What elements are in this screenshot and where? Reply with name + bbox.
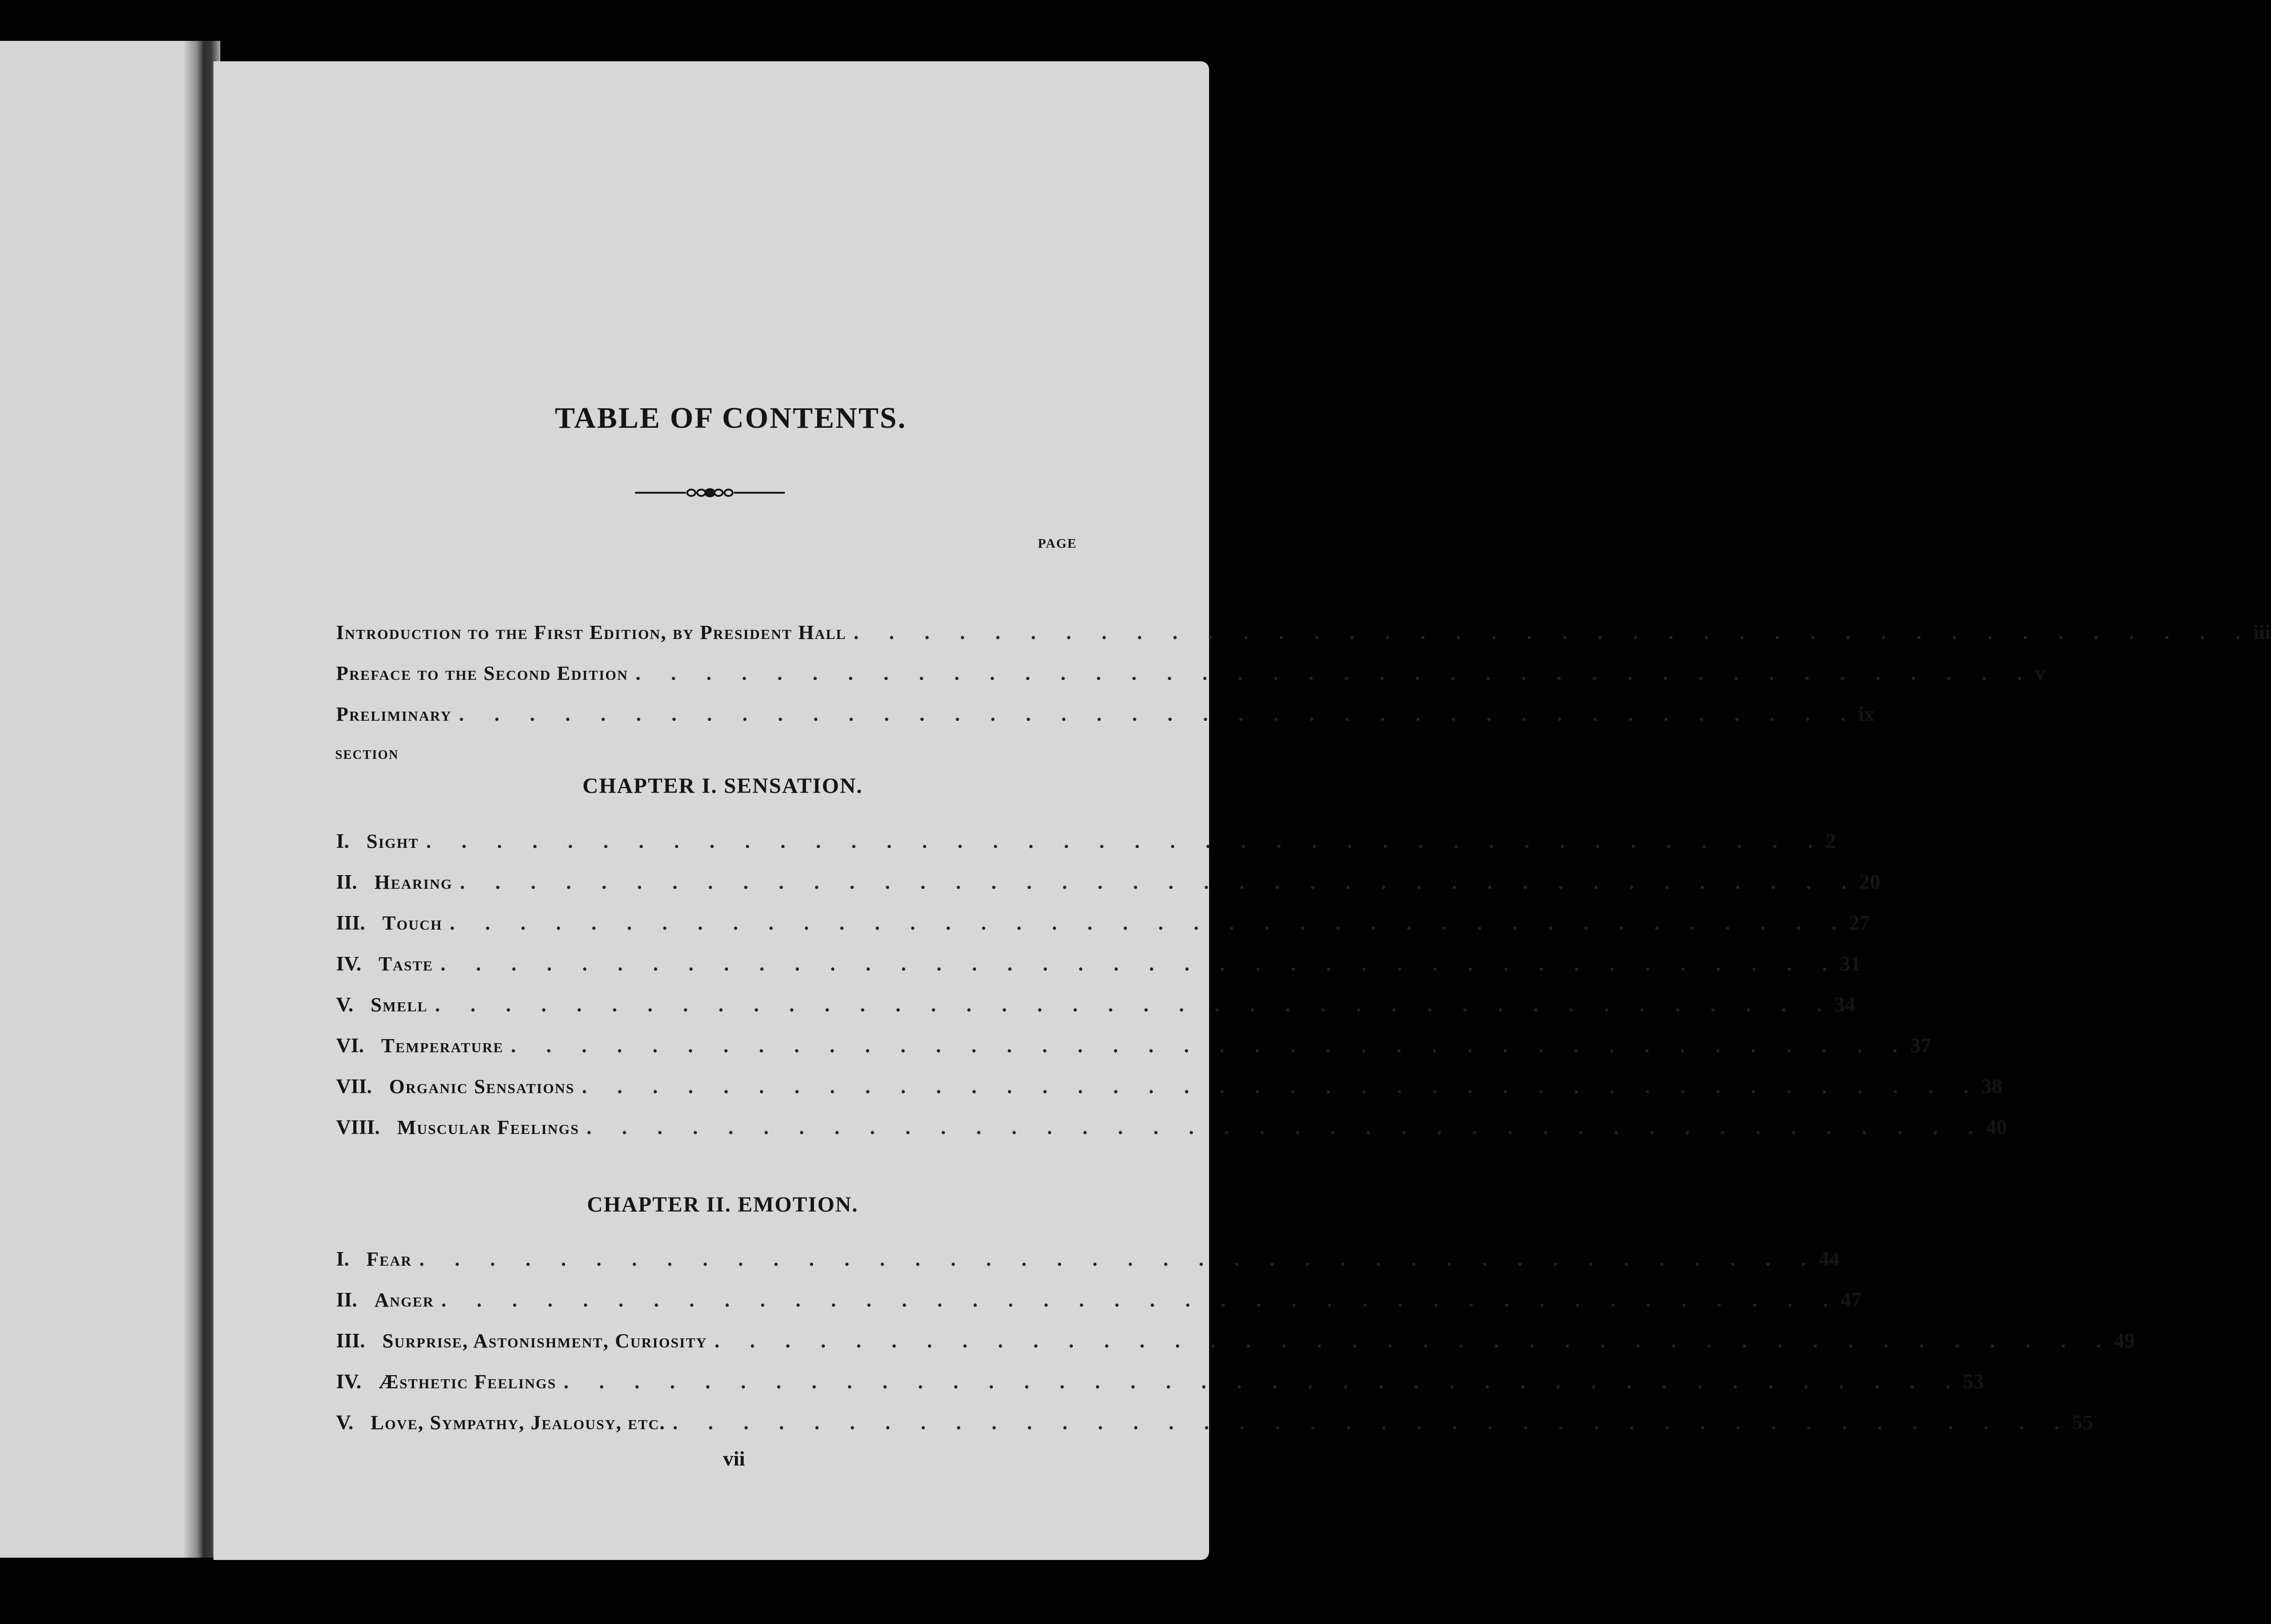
section-number: IV. bbox=[336, 952, 362, 975]
toc-entry-title: Muscular Feelings bbox=[397, 1116, 580, 1139]
toc-entry-title: Smell bbox=[370, 994, 428, 1016]
section-number: I. bbox=[336, 830, 349, 852]
section-number: VI. bbox=[336, 1034, 364, 1057]
page-title: TABLE OF CONTENTS. bbox=[555, 401, 907, 435]
section-number: V. bbox=[336, 1411, 353, 1434]
toc-row[interactable] bbox=[336, 1287, 1862, 1319]
dot-leader: . . . . . . . . . . . . . . . . . . . . . . . . . . . . . . . . . . . . . . . . bbox=[635, 662, 2035, 684]
toc-entry-page: 53 bbox=[1963, 1370, 1984, 1393]
dot-leader: . . . . . . . . . . . . . . . . . . . . . . . . . . . . . . . . . . . . . . . . bbox=[441, 1289, 1841, 1311]
dot-leader: . . . . . . . . . . . . . . . . . . . . . . . . . . . . . . . . . . . . . . . . bbox=[511, 1035, 1910, 1057]
toc-entry-page: 37 bbox=[1910, 1034, 1931, 1057]
toc-entry-title: Preface to the Second Edition bbox=[336, 662, 629, 684]
toc-entry-title: Anger bbox=[374, 1289, 434, 1311]
toc-entry-title: Fear bbox=[366, 1248, 412, 1270]
dot-leader: . . . . . . . . . . . . . . . . . . . . . . . . . . . . . . . . . . . . . . . . bbox=[853, 621, 2253, 644]
toc-entry-title: Preliminary bbox=[336, 703, 452, 725]
toc-entry-title: Temperature bbox=[381, 1035, 504, 1057]
toc-entry-page: 44 bbox=[1819, 1247, 1840, 1270]
dot-leader: . . . . . . . . . . . . . . . . . . . . . . . . . . . . . . . . . . . . . . . . bbox=[460, 871, 1859, 893]
toc-row[interactable] bbox=[336, 1369, 1984, 1401]
toc-row[interactable] bbox=[336, 1410, 2093, 1442]
toc-entry-title: Touch bbox=[382, 912, 443, 934]
chapter-heading: CHAPTER II. EMOTION. bbox=[587, 1193, 858, 1217]
dot-leader: . . . . . . . . . . . . . . . . . . . . . . . . . . . . . . . . . . . . . . . . bbox=[426, 830, 1826, 852]
toc-row[interactable] bbox=[336, 1328, 2135, 1360]
toc-entry-title: Sight bbox=[366, 830, 419, 852]
toc-entry-page: v bbox=[2035, 661, 2046, 684]
page-column-header: PAGE bbox=[1038, 536, 1077, 551]
toc-entry-page: 34 bbox=[1834, 993, 1855, 1016]
toc-row[interactable] bbox=[336, 661, 2046, 693]
toc-row[interactable] bbox=[336, 829, 1836, 861]
toc-row[interactable] bbox=[336, 992, 1855, 1024]
toc-entry-page: 38 bbox=[1981, 1074, 2003, 1098]
section-number: VIII. bbox=[336, 1116, 380, 1139]
toc-row[interactable] bbox=[336, 911, 1870, 942]
dot-leader: . . . . . . . . . . . . . . . . . . . . . . . . . . . . . . . . . . . . . . . . bbox=[419, 1248, 1819, 1270]
toc-entry-title: Æsthetic Feelings bbox=[378, 1371, 557, 1393]
section-number: VII. bbox=[336, 1075, 372, 1098]
dot-leader: . . . . . . . . . . . . . . . . . . . . . . . . . . . . . . . . . . . . . . . . bbox=[582, 1075, 1982, 1098]
section-number: III. bbox=[336, 1329, 365, 1352]
section-number: II. bbox=[336, 1288, 357, 1311]
toc-entry-page: 2 bbox=[1825, 829, 1836, 852]
toc-row[interactable] bbox=[336, 702, 1875, 733]
dot-leader: . . . . . . . . . . . . . . . . . . . . . . . . . . . . . . . . . . . . . . . . bbox=[564, 1371, 1964, 1393]
facing-page bbox=[0, 41, 200, 1558]
toc-entry-page: 27 bbox=[1849, 911, 1870, 934]
toc-entry-page: 47 bbox=[1840, 1288, 1862, 1311]
toc-entry-page: iii bbox=[2253, 620, 2271, 644]
chapter-heading: CHAPTER I. SENSATION. bbox=[582, 774, 863, 798]
contents-page bbox=[213, 61, 2271, 1560]
toc-entry-title: Organic Sensations bbox=[389, 1075, 575, 1098]
dot-leader: . . . . . . . . . . . . . . . . . . . . . . . . . . . . . . . . . . . . . . . . bbox=[714, 1330, 2114, 1352]
toc-entry-title: Taste bbox=[378, 953, 433, 975]
toc-entry-page: 20 bbox=[1859, 870, 1880, 893]
toc-row[interactable] bbox=[336, 620, 2271, 652]
toc-row[interactable] bbox=[336, 1033, 1931, 1065]
section-number: V. bbox=[336, 993, 353, 1016]
page-number: vii bbox=[723, 1447, 745, 1470]
section-number: III. bbox=[336, 911, 365, 934]
section-number: II. bbox=[336, 871, 357, 893]
section-number: IV. bbox=[336, 1370, 362, 1393]
toc-entry-page: 40 bbox=[1986, 1115, 2007, 1139]
toc-entry-page: 31 bbox=[1840, 952, 1861, 975]
toc-entry-page: 55 bbox=[2072, 1411, 2093, 1434]
dot-leader: . . . . . . . . . . . . . . . . . . . . . . . . . . . . . . . . . . . . . . . . bbox=[459, 703, 1859, 725]
toc-entry-page: ix bbox=[1858, 702, 1875, 725]
toc-entry-page: 49 bbox=[2114, 1329, 2135, 1352]
section-column-header: SECTION bbox=[335, 748, 399, 762]
dot-leader: . . . . . . . . . . . . . . . . . . . . . . . . . . . . . . . . . . . . . . . . bbox=[435, 994, 1835, 1016]
toc-entry-title: Love, Sympathy, Jealousy, etc. bbox=[370, 1411, 666, 1434]
dot-leader: . . . . . . . . . . . . . . . . . . . . . . . . . . . . . . . . . . . . . . . . bbox=[450, 912, 1850, 934]
dot-leader: . . . . . . . . . . . . . . . . . . . . . . . . . . . . . . . . . . . . . . . . bbox=[673, 1411, 2073, 1434]
toc-row[interactable] bbox=[336, 870, 1880, 901]
section-number: I. bbox=[336, 1248, 349, 1270]
toc-row[interactable] bbox=[336, 1115, 2007, 1147]
dot-leader: . . . . . . . . . . . . . . . . . . . . . . . . . . . . . . . . . . . . . . . . bbox=[586, 1116, 1986, 1139]
toc-row[interactable] bbox=[336, 1247, 1840, 1278]
toc-entry-title: Surprise, Astonishment, Curiosity bbox=[382, 1330, 708, 1352]
toc-entry-title: Hearing bbox=[374, 871, 453, 893]
dot-leader: . . . . . . . . . . . . . . . . . . . . . . . . . . . . . . . . . . . . . . . . bbox=[440, 953, 1840, 975]
toc-row[interactable] bbox=[336, 951, 1861, 983]
toc-entry-title: Introduction to the First Edition, by President Hall bbox=[336, 621, 847, 644]
ornament-divider-icon bbox=[635, 484, 785, 502]
toc-row[interactable] bbox=[336, 1074, 2003, 1106]
